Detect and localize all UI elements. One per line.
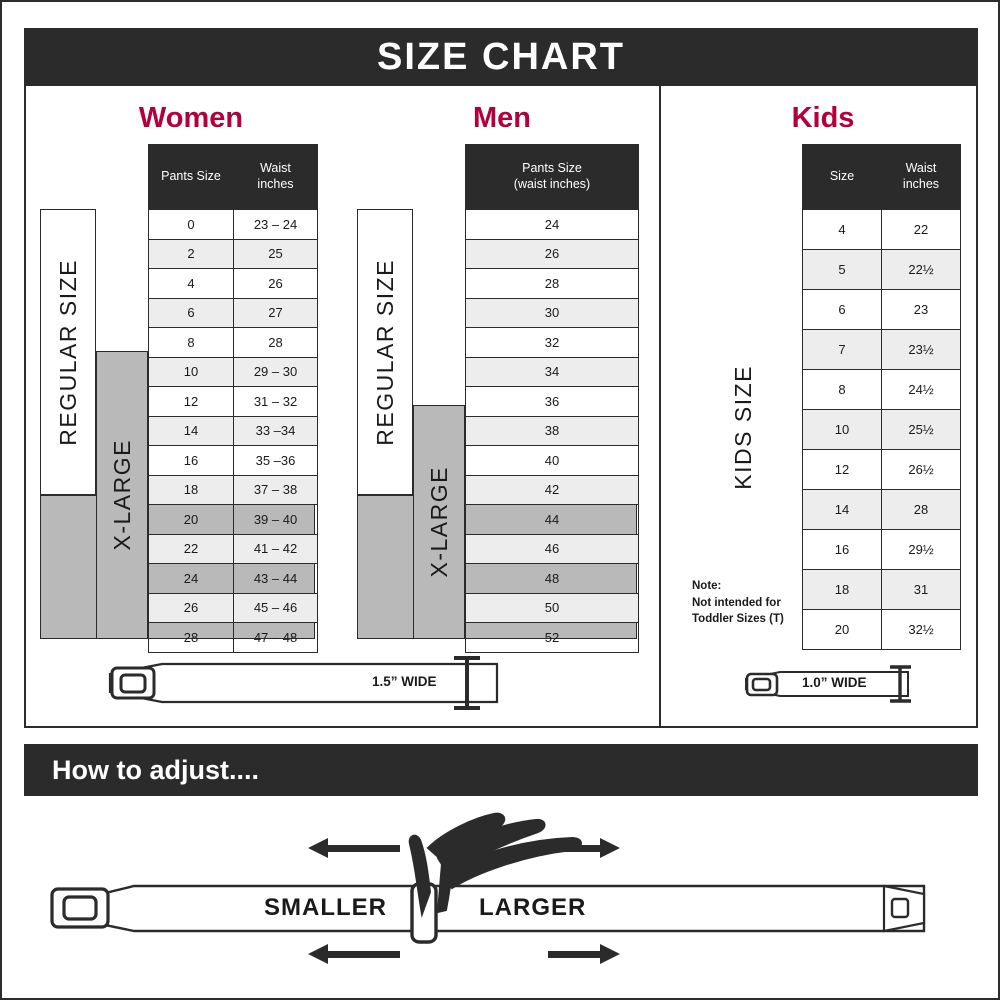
table-row: [149, 534, 318, 564]
smaller-label: SMALLER: [264, 894, 387, 921]
kids-cell-size: 16: [803, 530, 882, 570]
table-row: [466, 534, 639, 564]
larger-label: LARGER: [479, 894, 587, 921]
table-row: [803, 490, 961, 530]
women-cell-waist: 45 – 46: [234, 593, 318, 623]
kids-cell-waist: 32½: [882, 610, 961, 650]
kids-cell-waist: 29½: [882, 530, 961, 570]
kids-header-size: Size: [803, 145, 882, 210]
men-regular-size-label: [357, 209, 413, 495]
men-cell-pants-size: 44: [466, 505, 639, 535]
section-heading-women: Women: [138, 102, 244, 134]
table-row: [466, 328, 639, 358]
kids-cell-size: 12: [803, 450, 882, 490]
women-cell-size: 16: [149, 446, 234, 476]
women-cell-size: 2: [149, 239, 234, 269]
women-header-waist: [234, 145, 318, 210]
kids-note-line1: Note:: [692, 580, 722, 592]
table-row: [803, 210, 961, 250]
table-row: [149, 564, 318, 594]
table-row: [803, 530, 961, 570]
table-row: [803, 250, 961, 290]
kids-cell-size: 20: [803, 610, 882, 650]
men-cell-pants-size: 48: [466, 564, 639, 594]
table-row: [466, 357, 639, 387]
kids-header-waist-line2: inches: [902, 177, 940, 191]
women-cell-size: 18: [149, 475, 234, 505]
women-cell-size: 6: [149, 298, 234, 328]
men-cell-pants-size: 34: [466, 357, 639, 387]
men-cell-pants-size: 30: [466, 298, 639, 328]
women-cell-size: 14: [149, 416, 234, 446]
table-row: [149, 505, 318, 535]
kids-cell-waist: 22½: [882, 250, 961, 290]
women-cell-size: 12: [149, 387, 234, 417]
kids-cell-size: 18: [803, 570, 882, 610]
table-row: [149, 446, 318, 476]
table-row: [466, 475, 639, 505]
table-row: [466, 210, 639, 240]
women-cell-waist: 23 – 24: [234, 210, 318, 240]
women-cell-waist: 31 – 32: [234, 387, 318, 417]
women-cell-size: 20: [149, 505, 234, 535]
adjust-belt-svg: [24, 796, 978, 978]
men-size-table: [465, 144, 639, 653]
kids-cell-waist: 28: [882, 490, 961, 530]
men-header-pants-size: [466, 145, 639, 210]
table-row: [803, 370, 961, 410]
table-row: [149, 298, 318, 328]
kids-belt-diagram: [740, 662, 930, 711]
how-to-adjust-heading: How to adjust....: [52, 754, 259, 785]
table-row: [803, 570, 961, 610]
kids-cell-size: 5: [803, 250, 882, 290]
women-cell-waist: 33 –34: [234, 416, 318, 446]
section-heading-men: Men: [473, 102, 531, 134]
adult-belt-svg: [102, 652, 522, 714]
men-header-line2: (waist inches): [513, 177, 591, 191]
kids-header-waist: [882, 145, 961, 210]
panel-divider: [659, 86, 661, 728]
women-cell-size: 8: [149, 328, 234, 358]
how-to-adjust-diagram: [24, 796, 978, 978]
table-row: [149, 357, 318, 387]
kids-size-label: [688, 302, 798, 552]
kids-cell-waist: 22: [882, 210, 961, 250]
table-row: [466, 623, 639, 653]
table-row: [149, 387, 318, 417]
kids-size-table: [802, 144, 961, 650]
adult-belt-width-label: 1.5” WIDE: [372, 674, 437, 689]
table-row: [466, 416, 639, 446]
table-row: [466, 239, 639, 269]
kids-cell-size: 10: [803, 410, 882, 450]
table-row: [149, 623, 318, 653]
men-cell-pants-size: 50: [466, 593, 639, 623]
women-cell-waist: 25: [234, 239, 318, 269]
women-cell-size: 24: [149, 564, 234, 594]
kids-note: [692, 578, 812, 628]
table-row: [149, 210, 318, 240]
table-row: [149, 593, 318, 623]
women-cell-size: 10: [149, 357, 234, 387]
men-cell-pants-size: 28: [466, 269, 639, 299]
section-heading-kids: Kids: [791, 102, 855, 134]
table-row: [466, 505, 639, 535]
kids-size-text: KIDS SIZE: [729, 364, 756, 490]
kids-cell-waist: 23½: [882, 330, 961, 370]
men-cell-pants-size: 40: [466, 446, 639, 476]
men-cell-pants-size: 38: [466, 416, 639, 446]
table-row: [803, 410, 961, 450]
kids-cell-size: 4: [803, 210, 882, 250]
women-size-table: [148, 144, 318, 653]
women-cell-size: 28: [149, 623, 234, 653]
kids-cell-waist: 31: [882, 570, 961, 610]
table-row: [466, 593, 639, 623]
women-cell-waist: 37 – 38: [234, 475, 318, 505]
men-cell-pants-size: 32: [466, 328, 639, 358]
table-row: [149, 475, 318, 505]
kids-cell-size: 6: [803, 290, 882, 330]
kids-belt-width-label: 1.0” WIDE: [802, 675, 867, 690]
table-row: [149, 416, 318, 446]
women-xlarge-label: [96, 351, 148, 639]
women-cell-waist: 27: [234, 298, 318, 328]
women-cell-size: 26: [149, 593, 234, 623]
kids-cell-size: 8: [803, 370, 882, 410]
how-to-adjust-bar: [24, 744, 978, 796]
men-cell-pants-size: 52: [466, 623, 639, 653]
women-header-pants-size: Pants Size: [149, 145, 234, 210]
page-title: SIZE CHART: [377, 35, 625, 78]
kids-note-line3: Toddler Sizes (T): [692, 613, 784, 626]
women-cell-waist: 47 – 48: [234, 623, 318, 653]
men-cell-pants-size: 26: [466, 239, 639, 269]
women-cell-waist: 28: [234, 328, 318, 358]
table-row: [466, 269, 639, 299]
table-row: [466, 446, 639, 476]
women-cell-waist: 29 – 30: [234, 357, 318, 387]
men-xlarge-label: [413, 405, 465, 639]
women-cell-waist: 26: [234, 269, 318, 299]
kids-cell-waist: 24½: [882, 370, 961, 410]
table-row: [803, 610, 961, 650]
table-row: [803, 450, 961, 490]
table-row: [466, 564, 639, 594]
women-xlarge-text: X-LARGE: [108, 439, 135, 551]
kids-header-waist-line1: Waist: [905, 161, 937, 176]
table-row: [803, 330, 961, 370]
page-title-bar: [24, 28, 978, 86]
women-cell-size: 22: [149, 534, 234, 564]
kids-note-line2: Not intended for: [692, 596, 781, 609]
men-cell-pants-size: 36: [466, 387, 639, 417]
kids-cell-size: 7: [803, 330, 882, 370]
women-cell-size: 0: [149, 210, 234, 240]
women-regular-size-label: [40, 209, 96, 495]
women-regular-size-text: REGULAR SIZE: [54, 258, 81, 446]
women-cell-waist: 35 –36: [234, 446, 318, 476]
women-cell-size: 4: [149, 269, 234, 299]
men-xlarge-text: X-LARGE: [425, 466, 452, 578]
women-cell-waist: 41 – 42: [234, 534, 318, 564]
kids-cell-waist: 23: [882, 290, 961, 330]
kids-cell-waist: 25½: [882, 410, 961, 450]
table-row: [466, 298, 639, 328]
kids-cell-size: 14: [803, 490, 882, 530]
kids-cell-waist: 26½: [882, 450, 961, 490]
women-cell-waist: 43 – 44: [234, 564, 318, 594]
table-row: [149, 239, 318, 269]
men-cell-pants-size: 46: [466, 534, 639, 564]
table-row: [466, 387, 639, 417]
men-cell-pants-size: 24: [466, 210, 639, 240]
table-row: [149, 328, 318, 358]
table-row: [149, 269, 318, 299]
men-cell-pants-size: 42: [466, 475, 639, 505]
women-header-waist-line1: Waist: [260, 161, 291, 176]
women-header-waist-line2: inches: [257, 177, 294, 191]
men-header-line1: Pants Size: [522, 161, 582, 176]
men-regular-size-text: REGULAR SIZE: [371, 258, 398, 446]
adult-belt-diagram: [102, 652, 522, 719]
women-cell-waist: 39 – 40: [234, 505, 318, 535]
table-row: [803, 290, 961, 330]
